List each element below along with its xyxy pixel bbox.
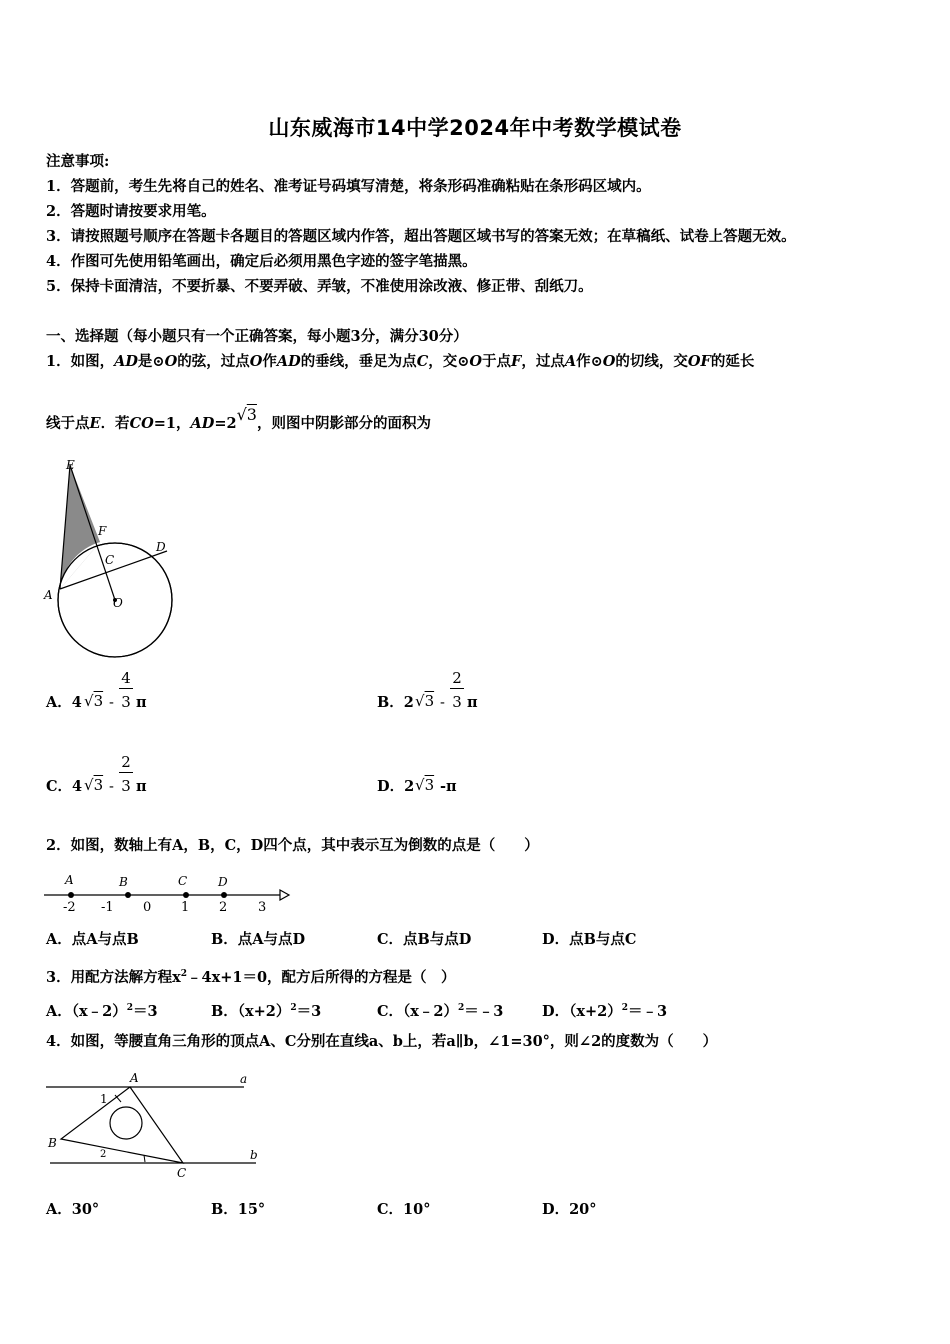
question-3-option-b[interactable]: B．$(x+2)^2=3$ [211, 1002, 322, 1020]
question-1-line-1: 1．如图，AD是⊙O的弦，过点O作AD的垂线，垂足为点C，交⊙O于点F，过点A作⊙O的切线，交OF的延长 [46, 353, 755, 370]
question-2-option-d[interactable]: D．点B与点C [542, 931, 637, 948]
label-line-b: b [250, 1148, 258, 1162]
point-b [125, 892, 131, 898]
label-B: B [48, 1136, 57, 1150]
tick-label: 2 [219, 900, 228, 915]
point-a [68, 892, 74, 898]
label-O: O [113, 596, 123, 610]
section-heading: 一、选择题（每小题只有一个正确答案，每小题3分，满分30分） [46, 328, 468, 345]
point-label-d: D [218, 875, 228, 889]
question-1-line-2: 线于点E．若CO=1，AD=2√3，则图中阴影部分的面积为 [46, 405, 431, 432]
tick-label: 0 [143, 900, 152, 915]
label-F: F [98, 524, 107, 538]
tick-label: 3 [258, 900, 267, 915]
label-E: E [66, 458, 75, 472]
question-3-text: 3．用配方法解方程$x^2﹣4x+1=0$，配方后所得的方程是（ ） [46, 968, 456, 986]
point-label-a: A [65, 873, 74, 887]
tick-label: -1 [101, 900, 114, 915]
question-3-option-a[interactable]: A．（x﹣2）$^2$＝3 [46, 1002, 158, 1020]
notice-heading: 注意事项: [46, 153, 110, 170]
notice-item: 4．作图可先使用铅笔画出，确定后必须用黑色字迹的签字笔描黑。 [46, 253, 477, 270]
label-angle-1: 1 [100, 1092, 108, 1106]
point-label-b: B [119, 875, 128, 889]
number-line-figure [42, 872, 292, 922]
question-4-figure [44, 1068, 274, 1183]
notice-item: 1．答题前，考生先将自己的姓名、准考证号码填写清楚，将条形码准确粘贴在条形码区域内。 [46, 178, 651, 195]
label-angle-2: 2 [100, 1149, 107, 1160]
question-1-figure [42, 455, 182, 655]
notice-item: 3．请按照题号顺序在答题卡各题目的答题区域内作答，超出答题区域书写的答案无效；在草稿纸、试卷上答题无效。 [46, 228, 796, 245]
label-C: C [105, 553, 115, 567]
question-2-option-b[interactable]: B．点A与点D [211, 931, 306, 948]
point-label-c: C [178, 874, 188, 888]
question-4-option-a[interactable]: A．30° [46, 1201, 100, 1218]
point-c [183, 892, 189, 898]
question-2-option-a[interactable]: A．点A与点B [46, 931, 139, 948]
question-2-text: 2．如图，数轴上有A，B，C，D四个点，其中表示互为倒数的点是（ ） [46, 837, 539, 854]
tick-label: -2 [63, 900, 76, 915]
question-4-option-c[interactable]: C．10° [377, 1201, 431, 1218]
question-3-option-d[interactable]: D．$(x+2)^2=﹣3$ [542, 1002, 668, 1020]
label-D: D [156, 540, 166, 554]
question-2-option-c[interactable]: C．点B与点D [377, 931, 472, 948]
label-A: A [130, 1071, 139, 1085]
label-C: C [177, 1166, 187, 1180]
question-3-option-c[interactable]: C．（x﹣2）$^2$＝﹣3 [377, 1002, 504, 1020]
question-4-option-b[interactable]: B．15° [211, 1201, 266, 1218]
tick-label: 1 [181, 900, 190, 915]
label-line-a: a [240, 1072, 248, 1086]
question-4-option-d[interactable]: D．20° [542, 1201, 597, 1218]
point-d [221, 892, 227, 898]
page-title: 山东威海市14中学2024年中考数学模试卷 [268, 116, 682, 140]
question-4-text: 4．如图，等腰直角三角形的顶点A、C分别在直线a、b上，若a∥b，∠1=30°，则∠2的度数为（ ） [46, 1033, 718, 1050]
label-A: A [44, 588, 53, 602]
notice-item: 5．保持卡面清洁，不要折暴、不要弄破、弄皱，不准使用涂改液、修正带、刮纸刀。 [46, 278, 593, 295]
notice-item: 2．答题时请按要求用笔。 [46, 203, 216, 220]
